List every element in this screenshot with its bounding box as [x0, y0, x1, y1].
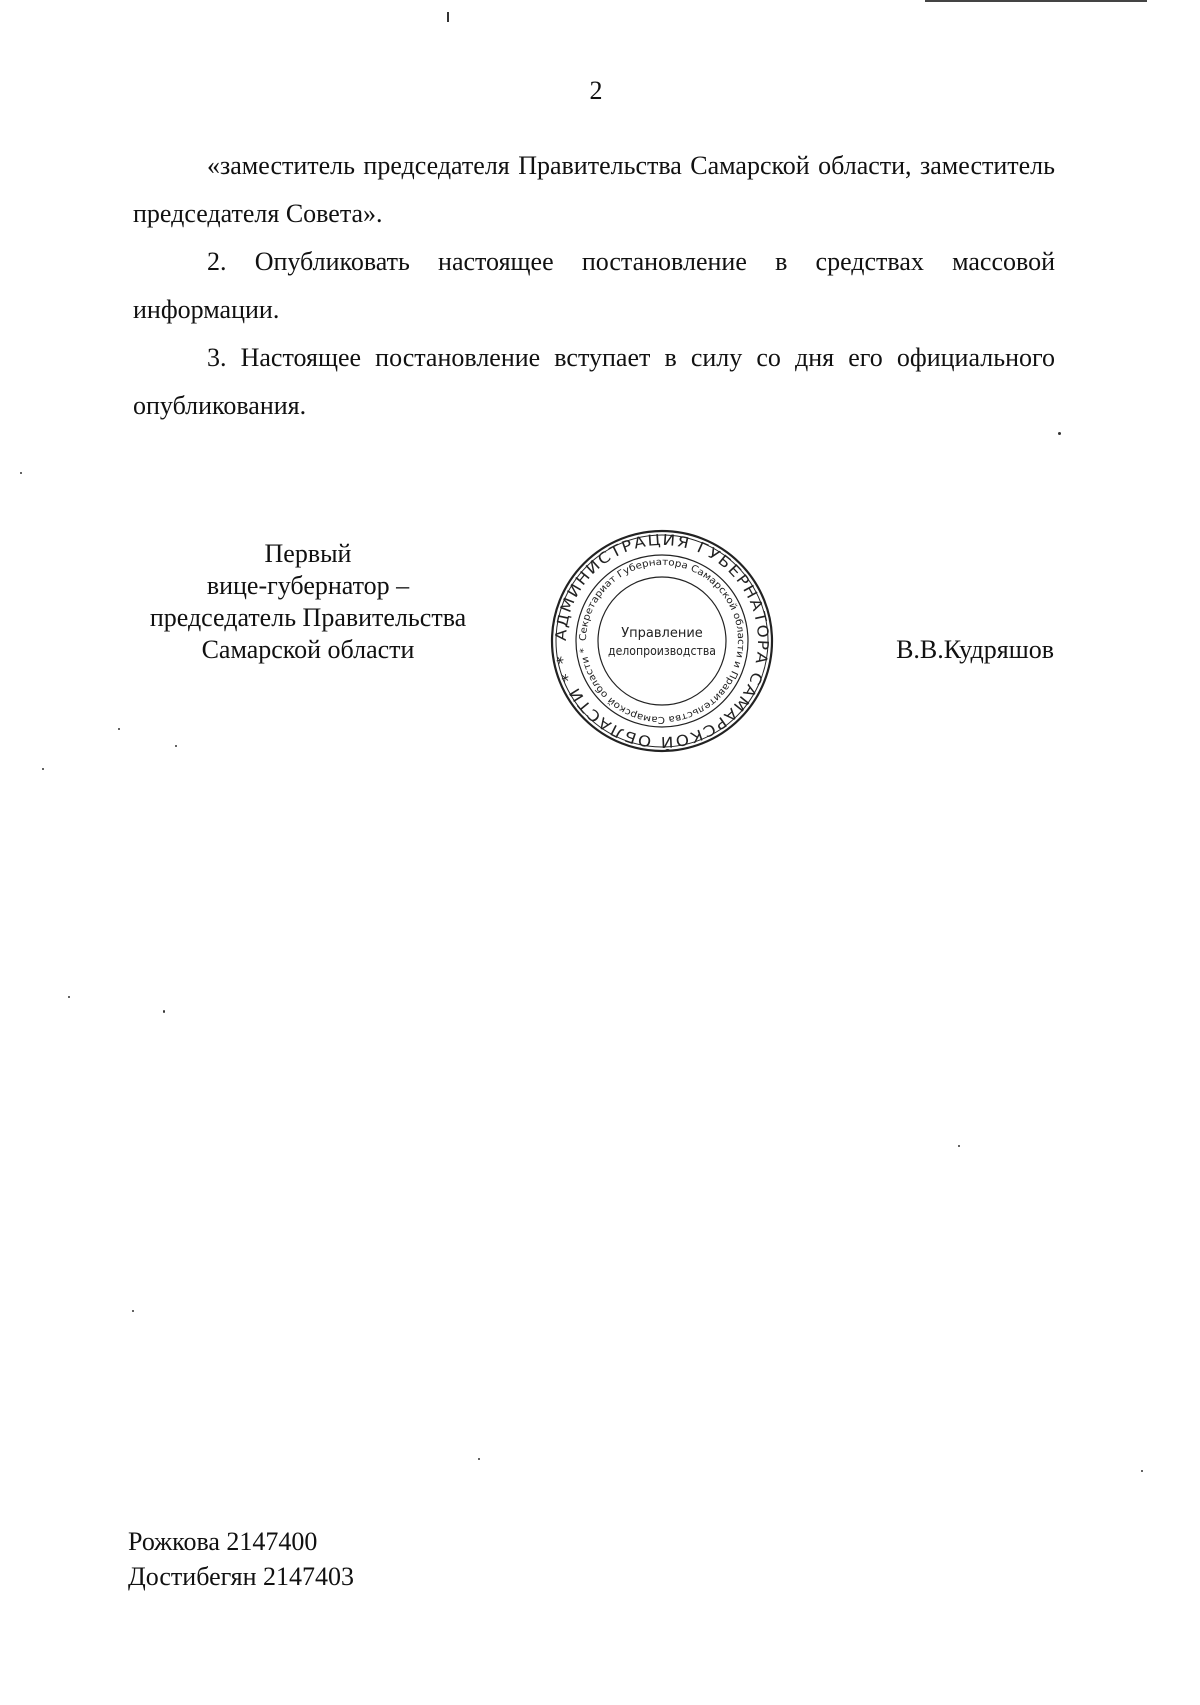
official-seal [549, 528, 775, 754]
paragraph-1-text: «заместитель председателя Правительства Самарской области, заместитель председателя Совета». [133, 151, 1055, 228]
signatory-title-line-1: Первый [264, 539, 352, 568]
scan-speck [20, 472, 22, 474]
scan-speck [447, 12, 449, 22]
paragraph-1 [133, 142, 1055, 238]
scan-speck [42, 768, 44, 770]
seal-center-line-2: делопроизводства [608, 644, 716, 658]
scan-speck [478, 1458, 480, 1460]
seal-center-line-1: Управление [621, 626, 703, 641]
scan-speck [958, 1145, 960, 1147]
scan-speck [118, 728, 120, 730]
signer-name: В.В.Кудряшов [896, 635, 1054, 664]
paragraph-2 [133, 238, 1055, 334]
scan-speck [175, 745, 177, 747]
scan-speck [1058, 432, 1061, 435]
scan-speck [132, 1310, 134, 1312]
scan-speck [163, 1010, 165, 1013]
scan-speck [68, 996, 70, 998]
contact-line: Рожкова 2147400 [128, 1527, 318, 1556]
paragraph-3 [133, 334, 1055, 430]
seal-outer-ring-path: АДМИНИСТРАЦИЯ ГУБЕРНАТОРА САМАРСКОЙ ОБЛАСТИ * * [551, 530, 773, 752]
signatory-title-line-4: Самарской области [201, 635, 415, 664]
paragraph-2-text: 2. Опубликовать настоящее постановление в средствах массовой информации. [133, 247, 1055, 324]
signatory-title [128, 538, 488, 666]
scan-artifact-line [925, 0, 1147, 2]
signatory-title-line-2: вице-губернатор – [206, 571, 410, 600]
signatory-title-line-3: председатель Правительства [149, 603, 467, 632]
contact-line: Достибегян 2147403 [128, 1562, 355, 1591]
scan-speck [1141, 1470, 1143, 1472]
paragraph-3-text: 3. Настоящее постановление вступает в силу со дня его официального опубликования. [133, 343, 1055, 420]
contacts-block [128, 1524, 354, 1594]
seal-inner-ring-path: Секретариат Губернатора Самарской области и Правительства Самарской области * [577, 556, 747, 726]
page-number: 2 [589, 76, 603, 105]
